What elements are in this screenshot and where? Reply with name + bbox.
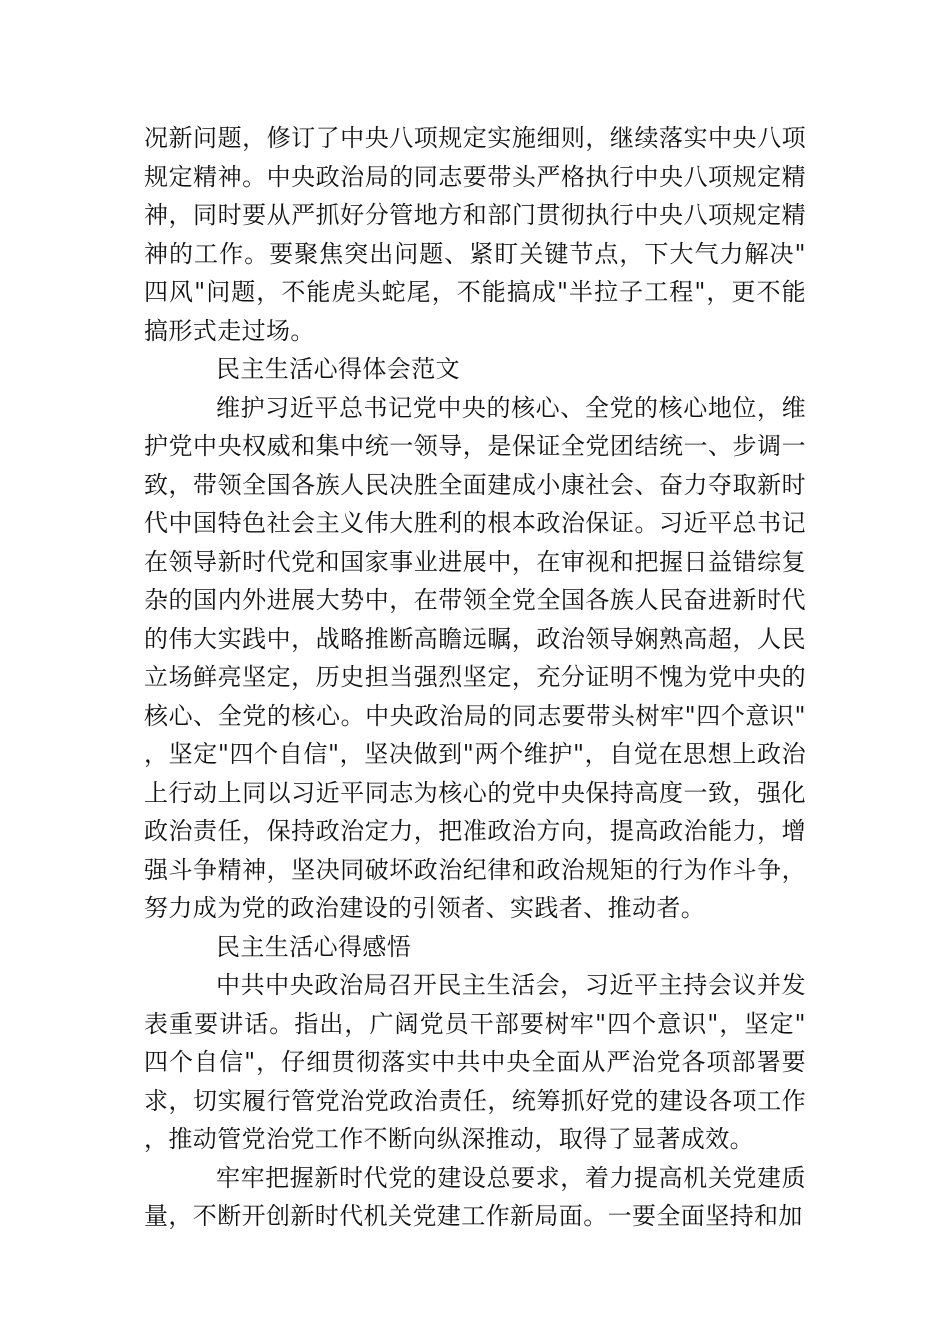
paragraph-continuation: 况新问题，修订了中央八项规定实施细则，继续落实中央八项规定精神。中央政治局的同志要带头严格执行中央八项规定精神，同时要从严抓好分管地方和部门贯彻执行中央八项规定精神的工作。要聚焦突出问题、紧盯关键节点，下大气力解决"四风"问题，不能虎头蛇尾，不能搞成"半拉子工程"，更不能搞形式走过场。 <box>144 124 806 345</box>
paragraph-party-building: 牢牢把握新时代党的建设总要求，着力提高机关党建质量，不断开创新时代机关党建工作新局面。一要全面坚持和加 <box>144 1163 806 1230</box>
document-page <box>144 119 806 1236</box>
paragraph-core-position: 维护习近平总书记党中央的核心、全党的核心地位，维护党中央权威和集中统一领导，是保证全党团结统一、步调一致，带领全国各族人民决胜全面建成小康社会、奋力夺取新时代中国特色社会主义伟大胜利的根本政治保证。习近平总书记在领导新时代党和国家事业进展中，在审视和把握日益错综复杂的国内外进展大势中，在带领全党全国各族人民奋进新时代的伟大实践中，战略推断高瞻远瞩，政治领导娴熟高超，人民立场鲜亮坚定，历史担当强烈坚定，充分证明不愧为党中央的核心、全党的核心。中央政治局的同志要带头树牢"四个意识"，坚定"四个自信"，坚决做到"两个维护"，自觉在思想上政治上行动上同以习近平同志为核心的党中央保持高度一致，强化政治责任，保持政治定力，把准政治方向，提高政治能力，增强斗争精神，坚决同破坏政治纪律和政治规矩的行为作斗争，努力成为党的政治建设的引领者、实践者、推动者。 <box>144 393 806 922</box>
section-heading-experience: 民主生活心得体会范文 <box>216 355 460 383</box>
section-heading-insights: 民主生活心得感悟 <box>216 932 412 961</box>
paragraph-meeting-summary: 中共中央政治局召开民主生活会，习近平主持会议并发表重要讲话。指出，广阔党员干部要树牢"四个意识"，坚定"四个自信"，仔细贯彻落实中共中央全面从严治党各项部署要求，切实履行管党治党政治责任，统筹抓好党的建设各项工作，推动管党治党工作不断向纵深推动，取得了显著成效。 <box>144 971 806 1153</box>
